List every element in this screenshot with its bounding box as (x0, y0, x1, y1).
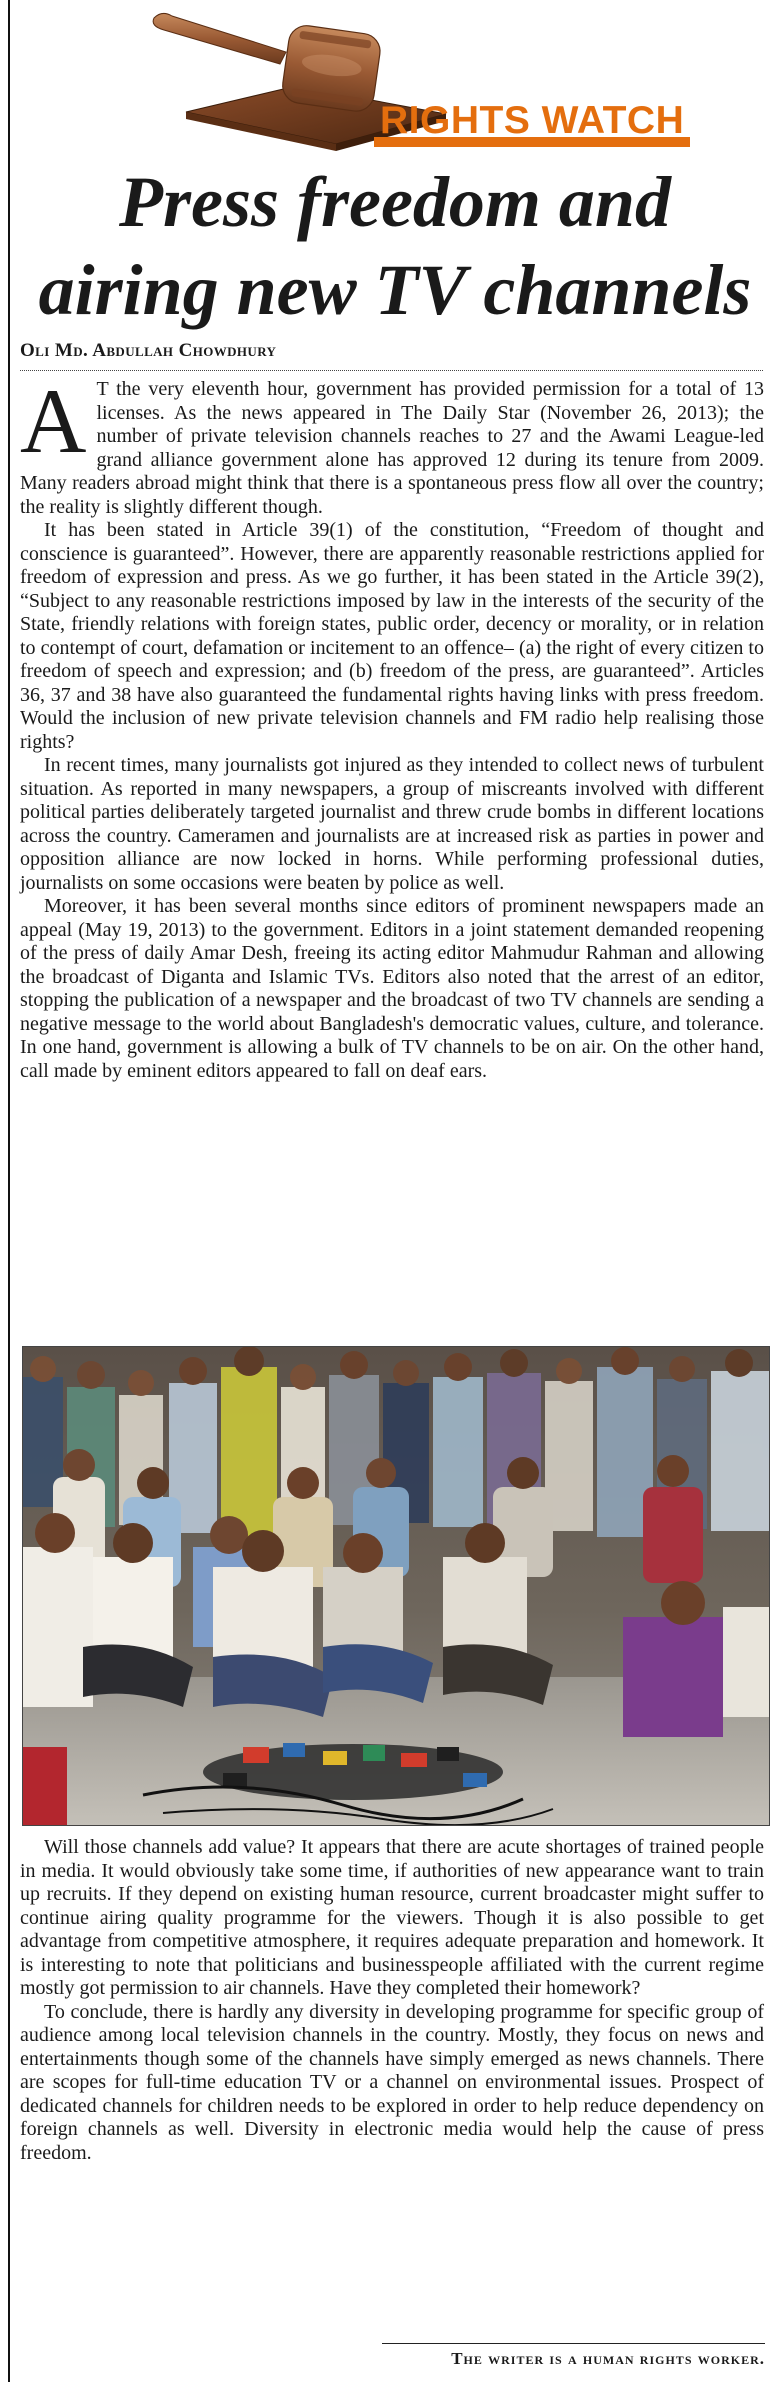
article-body-lower (20, 1836, 764, 2165)
paragraph: Moreover, it has been several months since editors of prominent newspapers made an appeal (May 19, 2013) to the government. Editors in a joint statement demanded reopening of the press of daily Amar Desh, freeing its acting editor Mahmudur Rahman and allowing the broadcast of Diganta and Islamic TVs. Editors also noted that the arrest of an editor, stopping the publication of a newspaper and the broadcast of two TV channels are sending a negative message to the world about Bangladesh's democratic values, culture, and tolerance. In one hand, government is allowing a bulk of TV channels to be on air. On the other hand, call made by eminent editors appeared to fall on deaf ears. (20, 895, 764, 1082)
paragraph-text: T the very eleventh hour, government has provided permission for a total of 13 licenses. As the news appeared in The Daily Star (November 26, 2013); the number of private television channels reaches to 27 and the Awami League-led grand alliance government alone has approved 12 during its tenure from 2009. Many readers abroad might think that there is a spontaneous press flow all over the country; the reality is slightly different though. (20, 378, 764, 518)
section-title: RIGHTS WATCH (380, 99, 685, 142)
footer-divider (382, 2343, 765, 2344)
paragraph (20, 370, 764, 519)
article-body-upper (20, 370, 764, 1083)
article-headline: Press freedom and airing new TV channels (38, 162, 752, 330)
byline-divider (20, 370, 763, 371)
dropcap: A (20, 370, 87, 472)
paragraph: In recent times, many journalists got injured as they intended to collect news of turbulent situation. As reported in many newspapers, a group of miscreants involved with different political parties deliberately targeted journalist and threw crude bombs in different locations across the country. Cameramen and journalists are at increased risk as parties in power and opposition alliance are now locked in horns. While performing professional duties, journalists on some occasions were beaten by police as well. (20, 754, 764, 894)
news-photo (22, 1346, 770, 1826)
author-note: The writer is a human rights worker. (451, 2349, 765, 2368)
column-divider (8, 0, 10, 2382)
protest-photo-illustration (23, 1347, 769, 1825)
byline: Oli Md. Abdullah Chowdhury (20, 340, 277, 361)
paragraph: It has been stated in Article 39(1) of the constitution, “Freedom of thought and conscience is guaranteed”. However, there are apparently reasonable restrictions applied for freedom of expression and press. As we go further, it has been stated in the Article 39(2), “Subject to any reasonable restrictions imposed by law in the interests of the security of the State, friendly relations with foreign states, public order, decency or morality, or in relation to contempt of court, defamation or incitement to an offence– (a) the right of every citizen to freedom of speech and expression; and (b) freedom of the press, are guaranteed”. Articles 36, 37 and 38 have also guaranteed the fundamental rights having links with press freedom. Would the inclusion of new private television channels and FM radio help realising those rights? (20, 519, 764, 753)
paragraph: To conclude, there is hardly any diversity in developing programme for specific group of audience among local television channels in the country. Mostly, they focus on news and entertainments though some of the channels have simply emerged as news channels. There are scopes for full-time education TV or a channel on environmental issues. Prospect of dedicated channels for children needs to be explored in order to help reduce dependency on foreign channels as well. Diversity in electronic media would help the cause of press freedom. (20, 2000, 764, 2164)
paragraph: Will those channels add value? It appears that there are acute shortages of trained people in media. It would obviously take some time, if authorities of new appearance want to train up recruits. If they depend on existing human resource, current broadcaster might suffer to continue airing quality programme for the viewers. Though it is also possible to get advantage from competitive atmosphere, it requires adequate preparation and homework. It is interesting to note that politicians and businesspeople affiliated with the current regime mostly got permission to air channels. Have they completed their homework? (20, 1836, 764, 1999)
